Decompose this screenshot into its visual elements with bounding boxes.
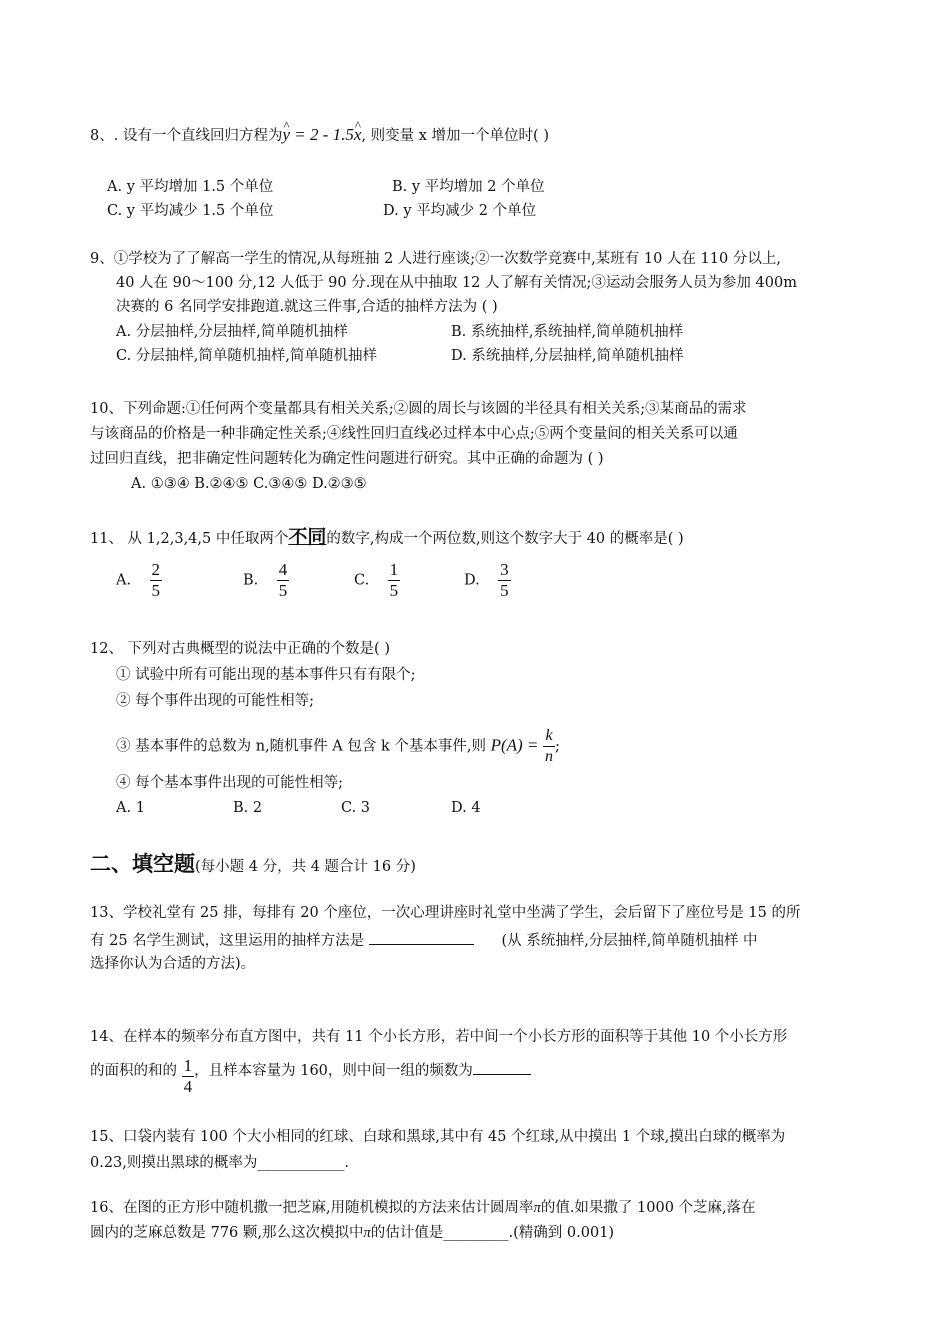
q8-prefix: 8、. 设有一个直线回归方程为 (90, 128, 283, 144)
q15-line-2: 0.23,则摸出黑球的概率为____________. (90, 1155, 350, 1171)
q14-answer-blank[interactable] (473, 1058, 531, 1075)
q14-line-2-a: 的面积的和的 (90, 1063, 177, 1079)
q13-answer-blank[interactable] (369, 928, 474, 945)
q8-option-a: A. y 平均增加 1.5 个单位 (107, 179, 274, 195)
q11-option-c-fraction (388, 560, 401, 601)
q12-item-3-text: ③ 基本事件的总数为 n,随机事件 A 包含 k 个基本事件,则 (116, 738, 486, 755)
fraction-numerator: 4 (278, 560, 288, 579)
q10-line-2: 与该商品的价格是一种非确定性关系;④线性回归直线必过样本中心点;⑤两个变量间的相关关系可以通 (90, 426, 738, 442)
section-note: (每小题 4 分，共 4 题合计 16 分) (195, 859, 416, 875)
q12-option-c: C. 3 (341, 800, 371, 816)
q14-line-2 (90, 1058, 531, 1097)
q16-line-1-b: 的值.如果撒了 1000 个芝麻,落在 (540, 1200, 756, 1216)
q11-option-c-label: C. (354, 572, 370, 589)
q8-suffix: , 则变量 x 增加一个单位时( ) (361, 128, 549, 144)
q13-line-1: 13、学校礼堂有 25 排，每排有 20 个座位，一次心理讲座时礼堂中坐满了学生，会后留下了座位号是 15 的所 (90, 905, 801, 921)
fraction-numerator: 1 (389, 560, 399, 579)
fraction-denominator: n (545, 748, 553, 765)
q9-option-a: A. 分层抽样,分层抽样,简单随机抽样 (116, 324, 348, 340)
q14-line-2-b: ，且样本容量为 160，则中间一组的频数为 (194, 1063, 473, 1079)
q12-item-4: ④ 每个基本事件出现的可能性相等; (116, 775, 343, 791)
q11-emphasis: 不同 (288, 526, 327, 548)
q11-option-d-label: D. (464, 572, 480, 589)
q12-option-a: A. 1 (116, 800, 145, 816)
q11-option-a-fraction (150, 560, 163, 601)
q14-line-1: 14、在样本的频率分布直方图中，共有 11 个小长方形，若中间一个小长方形的面积等于其他 10 个小长方形 (90, 1029, 788, 1045)
q12-option-d: D. 4 (451, 800, 481, 816)
pi-symbol: π (363, 1225, 371, 1241)
q8-formula: ^ y = 2 - 1.5^ x (282, 125, 361, 144)
q16-line-1-a: 16、在图的正方形中随机撒一把芝麻,用随机模拟的方法来估计圆周率 (90, 1200, 534, 1216)
q12-item-3-tail: ; (555, 738, 560, 755)
section-heading (90, 850, 416, 881)
q10-options: A. ①③④ B.②④⑤ C.③④⑤ D.②③⑤ (131, 476, 367, 492)
q13-line-2-b: (从 系统抽样,分层抽样,简单随机抽样 中 (501, 933, 758, 949)
q12-stem: 12、 下列对古典概型的说法中正确的个数是( ) (90, 641, 390, 657)
q11-option-a (116, 560, 162, 601)
q12-item-2: ② 每个事件出现的可能性相等; (116, 693, 314, 709)
q12-option-b: B. 2 (233, 800, 263, 816)
q14-fraction (182, 1056, 195, 1097)
q16-line-2 (90, 1222, 614, 1244)
q12-formula-fraction (543, 726, 555, 767)
q11-suffix: 的数字,构成一个两位数,则这个数字大于 40 的概率是( ) (326, 531, 684, 547)
q10-line-3: 过回归直线，把非确定性问题转化为确定性问题进行研究。其中正确的命题为 ( ) (90, 451, 604, 467)
q12-formula-lhs: P(A) = (490, 735, 539, 755)
q9-line-3: 决赛的 6 名同学安排跑道.就这三件事,合适的抽样方法为 ( ) (116, 299, 498, 315)
q9-option-c: C. 分层抽样,简单随机抽样,简单随机抽样 (116, 348, 378, 364)
q11-option-b (243, 560, 289, 601)
q13-line-3: 选择你认为合适的方法)。 (90, 956, 256, 972)
q11-prefix: 11、 从 1,2,3,4,5 中任取两个 (90, 531, 289, 547)
q11-stem (90, 526, 684, 550)
q16-line-2-b: 的估计值是_________.(精确到 0.001) (370, 1225, 615, 1241)
q12-item-3 (116, 726, 560, 767)
fraction-denominator: 5 (151, 581, 161, 600)
q16-line-2-a: 圆内的芝麻总数是 776 颗,那么这次模拟中 (90, 1225, 364, 1241)
q10-line-1: 10、下列命题:①任何两个变量都具有相关关系;②圆的周长与该圆的半径具有相关关系;③某商品的需求 (90, 401, 747, 417)
q16-line-1 (90, 1197, 756, 1219)
q8-stem (90, 124, 549, 147)
fraction-denominator: 5 (389, 581, 399, 600)
fraction-denominator: 5 (278, 581, 288, 600)
q8-option-c: C. y 平均减少 1.5 个单位 (107, 203, 274, 219)
q8-option-d: D. y 平均减少 2 个单位 (383, 203, 537, 219)
q9-line-2: 40 人在 90～100 分,12 人低于 90 分.现在从中抽取 12 人了解有关情况;③运动会服务人员为参加 400m (116, 275, 797, 291)
q8-option-b: B. y 平均增加 2 个单位 (392, 179, 545, 195)
q11-option-b-fraction (277, 560, 290, 601)
q11-option-c (354, 560, 400, 601)
q9-option-b: B. 系统抽样,系统抽样,简单随机抽样 (451, 324, 684, 340)
fraction-numerator: 3 (500, 560, 509, 579)
q13-line-2-a: 有 25 名学生测试，这里运用的抽样方法是 (90, 933, 365, 949)
q11-option-a-label: A. (116, 572, 132, 589)
fraction-numerator: 1 (183, 1056, 193, 1075)
q15-line-1: 15、口袋内装有 100 个大小相同的红球、白球和黑球,其中有 45 个红球,从中摸出 1 个球,摸出白球的概率为 (90, 1129, 786, 1145)
fraction-denominator: 5 (500, 581, 509, 600)
q9-option-d: D. 系统抽样,分层抽样,简单随机抽样 (451, 348, 684, 364)
fraction-numerator: k (543, 726, 554, 747)
q13-line-2 (90, 928, 758, 952)
pi-symbol: π (533, 1200, 541, 1216)
q9-line-1: 9、①学校为了了解高一学生的情况,从每班抽 2 人进行座谈;②一次数学竞赛中,某班有 10 人在 110 分以上, (90, 251, 781, 267)
q11-option-d-fraction (498, 560, 511, 601)
q12-item-1: ① 试验中所有可能出现的基本事件只有有限个; (116, 667, 416, 683)
q11-option-b-label: B. (243, 572, 259, 589)
q8-formula-body: = 2 - 1.5 (294, 125, 354, 144)
fraction-numerator: 2 (151, 560, 161, 579)
section-title: 二、填空题 (90, 852, 195, 876)
q11-option-d (464, 560, 511, 601)
fraction-denominator: 4 (183, 1077, 193, 1096)
